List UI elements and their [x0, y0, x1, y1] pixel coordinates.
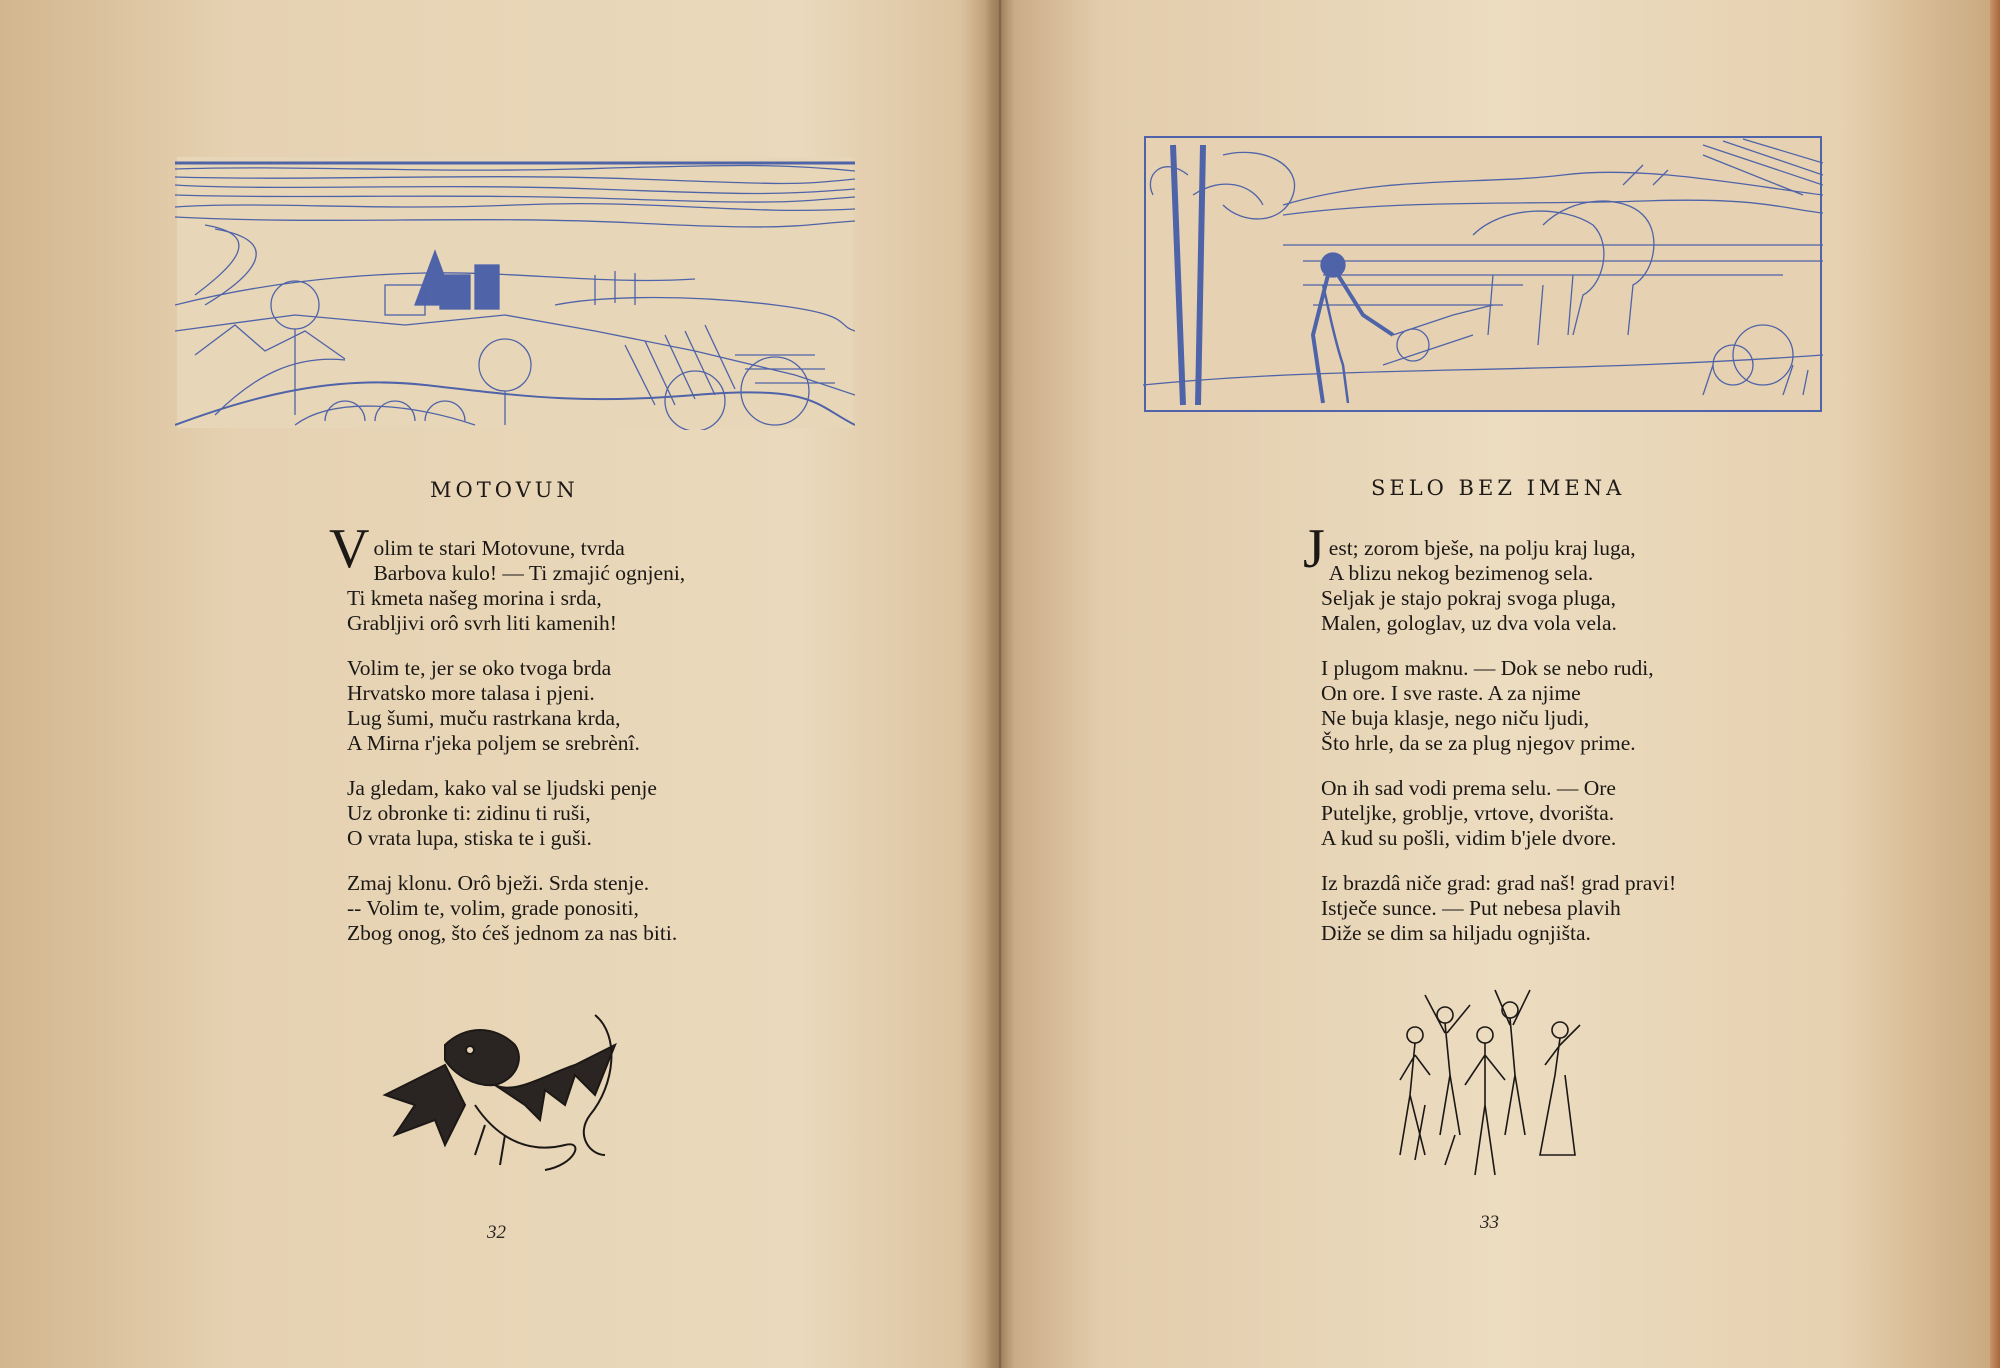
- verse-line: Malen, gologlav, uz dva vola vela.: [1321, 611, 1617, 635]
- verse-line: Grabljivi orô svrh liti kamenih!: [347, 611, 617, 635]
- verse-line: Ja gledam, kako val se ljudski penje: [347, 776, 657, 800]
- dancing-figures-woodcut-illustration: [1385, 985, 1595, 1185]
- stanza: [347, 656, 677, 756]
- verse-line: Puteljke, groblje, vrtove, dvorišta.: [1321, 801, 1615, 825]
- verse-line: I plugom maknu. — Dok se nebo rudi,: [1321, 656, 1654, 680]
- poem-title: MOTOVUN: [430, 478, 579, 502]
- verse-line: A kud su pošli, vidim b'jele dvore.: [1321, 826, 1617, 850]
- left-page: [0, 0, 995, 1368]
- ploughman-woodcut-illustration: [1143, 135, 1823, 413]
- verse-line: Seljak je stajo pokraj svoga pluga,: [1321, 586, 1616, 610]
- page-number: 33: [1480, 1212, 1499, 1233]
- stanza: [1321, 776, 1676, 851]
- verse-line: O vrata lupa, stiska te i guši.: [347, 826, 592, 850]
- verse-line: Zmaj klonu. Orô bježi. Srda stenje.: [347, 871, 650, 895]
- poem-title: SELO BEZ IMENA: [1371, 476, 1626, 500]
- verse-line: Diže se dim sa hiljadu ognjišta.: [1321, 921, 1591, 945]
- verse-line: On ih sad vodi prema selu. — Ore: [1321, 776, 1616, 800]
- verse-line: Ti kmeta našeg morina i srda,: [347, 586, 602, 610]
- poem-body: [329, 518, 686, 966]
- verse-line: A blizu nekog bezimenog sela.: [1328, 561, 1594, 585]
- stanza: [1321, 656, 1676, 756]
- stanza: [1303, 518, 1676, 636]
- stanza: [347, 776, 677, 851]
- stanza: [347, 871, 677, 946]
- dragon-woodcut-illustration: [375, 1005, 625, 1175]
- stanza: [329, 518, 686, 636]
- verse-line: Hrvatsko more talasa i pjeni.: [347, 681, 595, 705]
- verse-line: -- Volim te, volim, grade ponositi,: [347, 896, 639, 920]
- verse-line: Volim te, jer se oko tvoga brda: [347, 656, 612, 680]
- verse-line: Barbova kulo! — Ti zmajić ognjeni,: [373, 561, 686, 585]
- verse-line: A Mirna r'jeka poljem se srebrènî.: [347, 731, 640, 755]
- stanza: [1321, 871, 1676, 946]
- right-page: [1005, 0, 2000, 1368]
- verse-line: olim te stari Motovune, tvrda: [373, 536, 625, 560]
- verse-line: Lug šumi, muču rastrkana krda,: [347, 706, 621, 730]
- page-number: 32: [487, 1222, 506, 1243]
- poem-body: [1303, 518, 1677, 966]
- verse-line: Ne buja klasje, nego niču ljudi,: [1321, 706, 1590, 730]
- verse-line: Uz obronke ti: zidinu ti ruši,: [347, 801, 591, 825]
- drop-cap: J: [1303, 518, 1325, 580]
- verse-line: est; zorom bješe, na polju kraj luga,: [1328, 536, 1636, 560]
- verse-line: On ore. I sve raste. A za njime: [1321, 681, 1581, 705]
- verse-line: Iz brazdâ niče grad: grad naš! grad pravi!: [1321, 871, 1677, 895]
- drop-cap: V: [329, 518, 370, 580]
- verse-line: Zbog onog, što ćeš jednom za nas biti.: [347, 921, 678, 945]
- verse-line: Istječe sunce. — Put nebesa plavih: [1321, 896, 1621, 920]
- verse-line: Što hrle, da se za plug njegov prime.: [1321, 731, 1636, 755]
- landscape-woodcut-illustration: [175, 155, 855, 430]
